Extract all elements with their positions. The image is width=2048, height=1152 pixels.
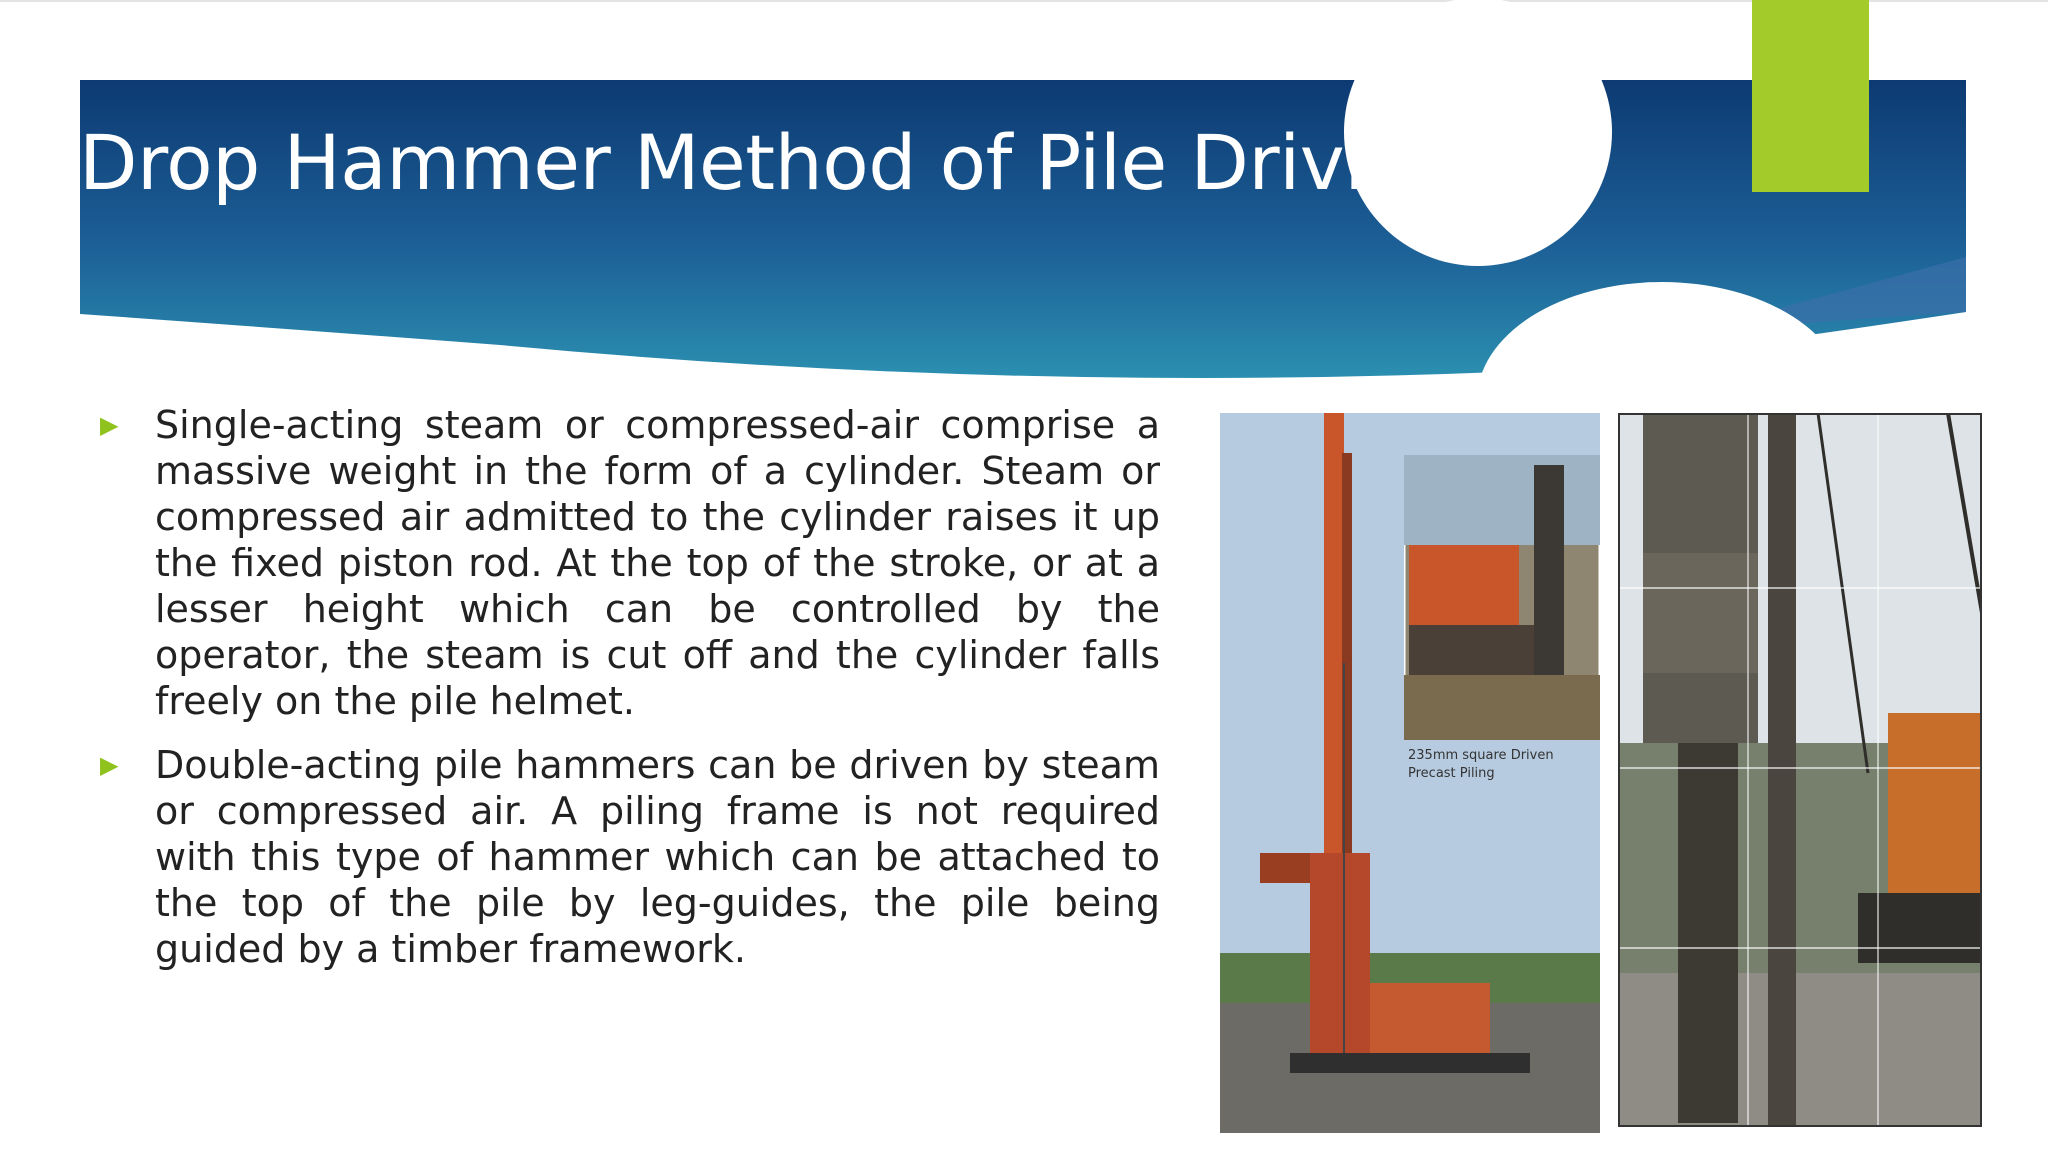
photo-caption bbox=[1408, 747, 1554, 783]
photo-caption-line2: Precast Piling bbox=[1408, 766, 1495, 781]
triangle-right-icon: ▶ bbox=[100, 411, 119, 439]
photo-caption-line1: 235mm square Driven bbox=[1408, 748, 1554, 763]
bullet-item bbox=[100, 742, 1160, 972]
triangle-right-icon: ▶ bbox=[100, 751, 119, 779]
accent-bar bbox=[1752, 0, 1869, 192]
bullet-text: Single-acting steam or compressed-air comprise a massive weight in the form of a cylinder. Steam or compressed air admitted to the cylinder raises it up the fixed piston rod. At the top of the stroke, or at a lesser height which can be controlled by the operator, the steam is cut off and the cylinder falls freely on the pile helmet. bbox=[155, 403, 1160, 723]
bullet-text: Double-acting pile hammers can be driven by steam or compressed air. A piling frame is not required with this type of hammer which can be attached to the top of the pile by leg-guides, the pile being guided by a timber framework. bbox=[155, 743, 1160, 971]
hammer-photo bbox=[1618, 413, 1982, 1127]
bullet-item bbox=[100, 402, 1160, 724]
inset-photo bbox=[1404, 455, 1600, 740]
bullet-list bbox=[100, 402, 1160, 990]
slide-title: Drop Hammer Method of Pile Driving bbox=[79, 118, 1461, 207]
